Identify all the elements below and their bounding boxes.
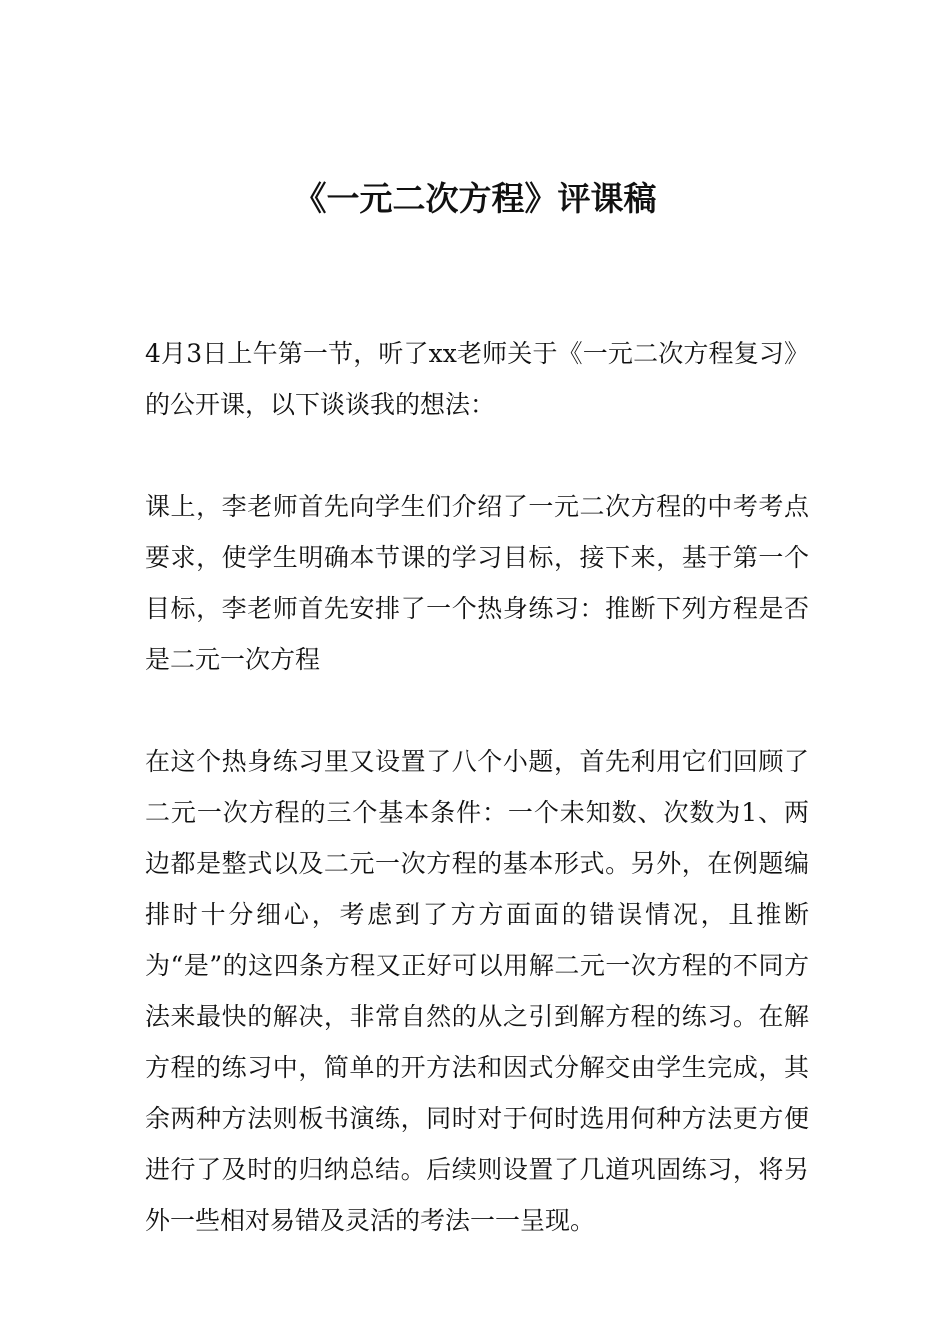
paragraph-2: 课上，李老师首先向学生们介绍了一元二次方程的中考考点要求，使学生明确本节课的学习目标，接下来，基于第一个目标，李老师首先安排了一个热身练习：推断下列方程是否是二元一次方程 bbox=[145, 492, 809, 674]
paragraph-3: 在这个热身练习里又设置了八个小题，首先利用它们回顾了二元一次方程的三个基本条件：一个未知数、次数为1、两边都是整式以及二元一次方程的基本形式。另外，在例题编排时十分细心，考虑到了方方面面的错误情况，且推断为“是”的这四条方程又正好可以用解二元一次方程的不同方法来最快的解决，非常自然的从之引到解方程的练习。在解方程的练习中，简单的开方法和因式分解交由学生完成，其余两种方法则板书演练，同时对于何时选用何种方法更方便进行了及时的归纳总结。后续则设置了几道巩固练习，将另外一些相对易错及灵活的考法一一呈现。 bbox=[145, 747, 809, 1235]
page-title: 《一元二次方程》评课稿 bbox=[293, 179, 657, 218]
document-body bbox=[145, 328, 809, 1297]
paragraph-1: 4月3日上午第一节，听了xx老师关于《一元二次方程复习》的公开课，以下谈谈我的想法： bbox=[145, 339, 809, 419]
